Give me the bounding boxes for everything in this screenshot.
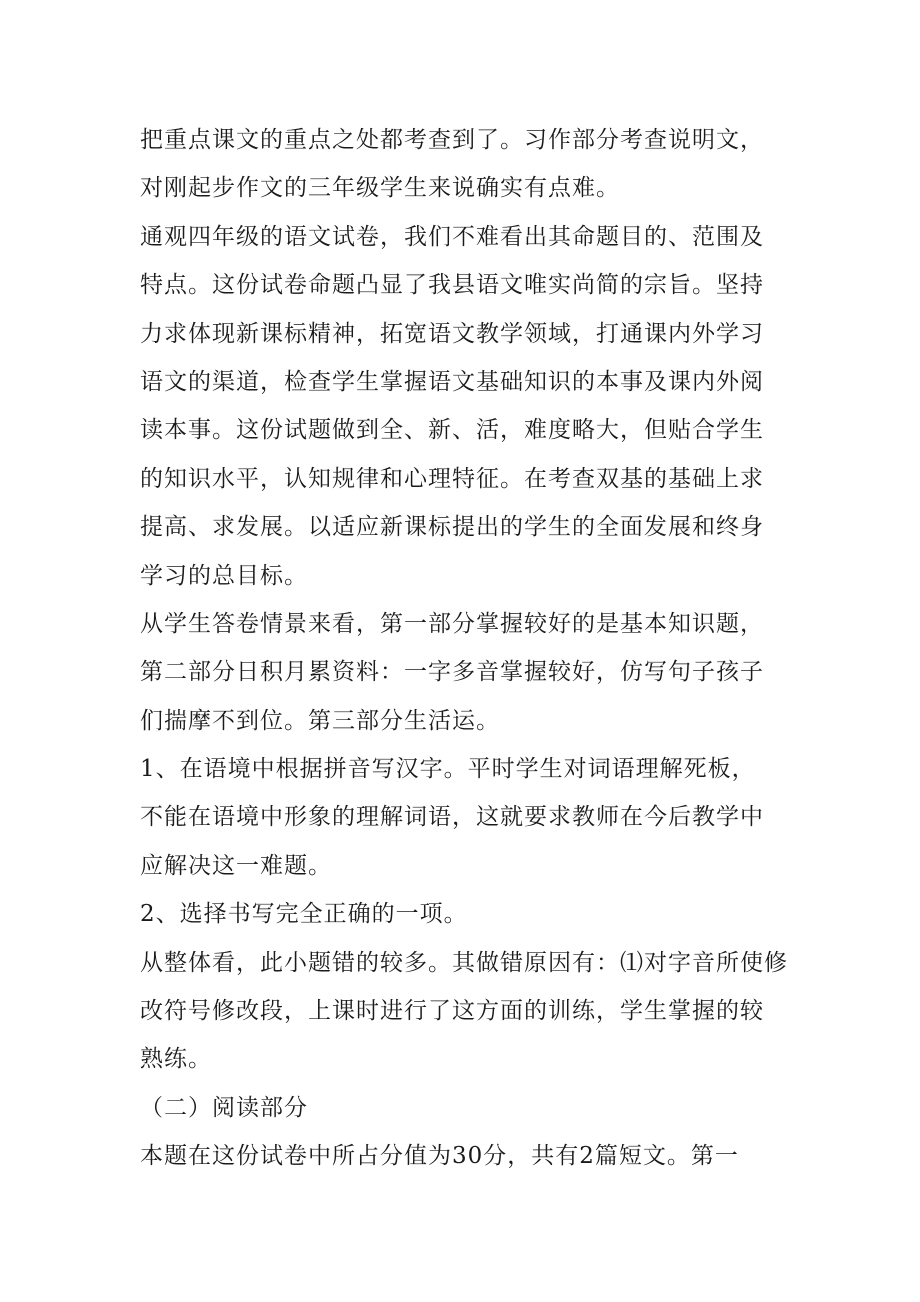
text-line: 们揣摩不到位。第三部分生活运。	[140, 707, 500, 734]
text-line: 把重点课文的重点之处都考查到了。习作部分考查说明文，	[140, 127, 764, 153]
text-line: 提高、求发展。以适应新课标提出的学生的全面发展和终身	[140, 514, 764, 541]
text-line: 读本事。这份试题做到全、新、活，难度略大，但贴合学生	[140, 417, 764, 444]
text-line: 的知识水平，认知规律和心理特征。在考查双基的基础上求	[140, 465, 764, 492]
document-body	[140, 116, 800, 1181]
section-heading: （二）阅读部分	[140, 1094, 308, 1121]
text-line: 2、选择书写完全正确的一项。	[140, 901, 468, 928]
text-line: 对刚起步作文的三年级学生来说确实有点难。	[140, 175, 620, 202]
text-line: 学习的总目标。	[140, 562, 308, 589]
text-line: 语文的渠道，检查学生掌握语文基础知识的本事及课内外阅	[140, 368, 764, 395]
text-line: 不能在语境中形象的理解词语，这就要求教师在今后教学中	[140, 804, 764, 831]
text-line: 熟练。	[140, 1046, 212, 1073]
text-line: 通观四年级的语文试卷，我们不难看出其命题目的、范围及	[140, 223, 764, 250]
text-line: 力求体现新课标精神，拓宽语文教学领域，打通课内外学习	[140, 320, 764, 347]
text-line: 本题在这份试卷中所占分值为30分，共有2篇短文。第一	[140, 1143, 739, 1170]
text-line: 第二部分日积月累资料：一字多音掌握较好，仿写句子孩子	[140, 659, 764, 686]
text-line: 从学生答卷情景来看，第一部分掌握较好的是基本知识题，	[140, 610, 764, 637]
text-line: 应解决这一难题。	[140, 852, 332, 879]
text-line: 改符号修改段，上课时进行了这方面的训练，学生掌握的较	[140, 998, 764, 1025]
text-line: 1、在语境中根据拼音写汉字。平时学生对词语理解死板，	[140, 756, 756, 783]
text-line: 特点。这份试卷命题凸显了我县语文唯实尚简的宗旨。坚持	[140, 272, 764, 299]
text-line: 从整体看，此小题错的较多。其做错原因有：⑴对字音所使修	[140, 949, 788, 976]
